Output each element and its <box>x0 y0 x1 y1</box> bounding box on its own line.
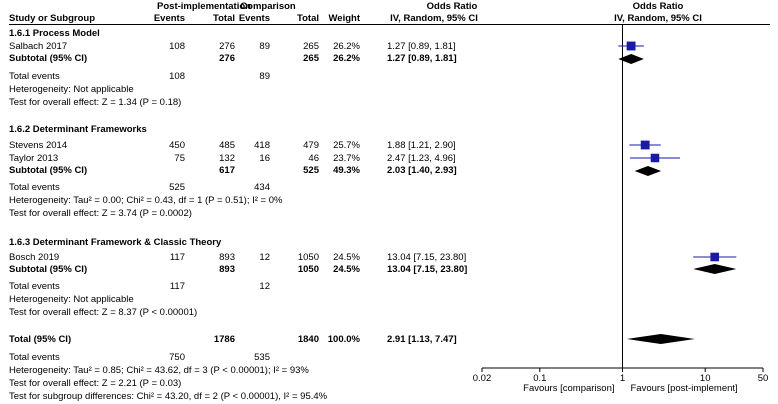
total-events-label: Total events <box>9 281 60 292</box>
study-name: Salbach 2017 <box>9 41 68 52</box>
total1-header: Total <box>213 13 235 24</box>
heterogeneity-text: Heterogeneity: Tau² = 0.85; Chi² = 43.62, df = 3 (P < 0.00001); I² = 93% <box>9 365 309 376</box>
or-ci-cell: 13.04 [7.15, 23.80] <box>387 252 467 263</box>
group2-header: Comparison <box>240 1 296 12</box>
subtotal-label: Subtotal (95% CI) <box>9 264 88 275</box>
x-tick-label: 0.1 <box>533 373 547 384</box>
study-marker <box>627 42 636 51</box>
total2-cell: 1050 <box>297 252 319 263</box>
subgroup-difference-text: Test for subgroup differences: Chi² = 43.20, df = 2 (P < 0.00001), I² = 95.4% <box>9 391 328 402</box>
overall-effect-text: Test for overall effect: Z = 2.21 (P = 0.03) <box>9 378 182 389</box>
subtotal-total1: 276 <box>219 53 235 64</box>
events2-header: Events <box>238 13 270 24</box>
or-ci-cell: 1.27 [0.89, 1.81] <box>387 41 456 52</box>
favours-right-label: Favours [post-implement] <box>630 383 738 394</box>
subtotal-total1: 893 <box>219 264 235 275</box>
overall-total-label: Total (95% CI) <box>9 334 72 345</box>
total2-header: Total <box>297 13 319 24</box>
heterogeneity-text: Heterogeneity: Not applicable <box>9 294 134 305</box>
total2-cell: 265 <box>303 41 319 52</box>
total-events2: 89 <box>259 71 270 82</box>
or-method-header: IV, Random, 95% CI <box>390 13 478 24</box>
overall-total1: 1786 <box>213 334 235 345</box>
subtotal-label: Subtotal (95% CI) <box>9 165 88 176</box>
events1-cell: 75 <box>174 153 185 164</box>
group1-header: Post-implementation <box>157 1 251 12</box>
subtotal-total2: 265 <box>303 53 319 64</box>
weight-cell: 24.5% <box>333 252 360 263</box>
subtotal-weight: 24.5% <box>333 264 360 275</box>
favours-left-label: Favours [comparison] <box>523 383 615 394</box>
study-marker <box>710 253 719 262</box>
total1-cell: 132 <box>219 153 235 164</box>
study-marker <box>641 141 650 150</box>
total-events2: 535 <box>254 352 270 363</box>
study-name: Taylor 2013 <box>9 153 59 164</box>
weight-header: Weight <box>328 13 360 24</box>
subtotal-diamond <box>635 166 662 176</box>
study-marker <box>651 154 660 163</box>
total1-cell: 893 <box>219 252 235 263</box>
events2-cell: 16 <box>259 153 270 164</box>
subtotal-label: Subtotal (95% CI) <box>9 53 88 64</box>
total-events-label: Total events <box>9 182 60 193</box>
or-header: Odds Ratio <box>426 1 478 12</box>
subtotal-total1: 617 <box>219 165 235 176</box>
total-events1: 750 <box>169 352 185 363</box>
events2-cell: 12 <box>259 252 270 263</box>
plot-or-method-header: IV, Random, 95% CI <box>614 13 702 24</box>
subtotal-diamond <box>693 264 736 274</box>
heterogeneity-text: Heterogeneity: Not applicable <box>9 84 134 95</box>
subtotal-weight: 26.2% <box>333 53 360 64</box>
x-tick-label: 0.02 <box>472 373 492 384</box>
overall-effect-text: Test for overall effect: Z = 8.37 (P < 0.00001) <box>9 307 198 318</box>
study-name: Stevens 2014 <box>9 140 68 151</box>
overall-diamond <box>627 334 695 344</box>
total2-cell: 46 <box>308 153 319 164</box>
or-ci-cell: 2.47 [1.23, 4.96] <box>387 153 456 164</box>
weight-cell: 25.7% <box>333 140 360 151</box>
study-column-header: Study or Subgroup <box>9 13 96 24</box>
x-tick-label: 50 <box>757 373 769 384</box>
weight-cell: 23.7% <box>333 153 360 164</box>
events1-cell: 117 <box>169 252 185 263</box>
total-events1: 525 <box>169 182 185 193</box>
x-tick-label: 1 <box>619 373 626 384</box>
group-title: 1.6.2 Determinant Frameworks <box>9 124 147 135</box>
overall-total2: 1840 <box>297 334 319 345</box>
events1-header: Events <box>153 13 185 24</box>
heterogeneity-text: Heterogeneity: Tau² = 0.00; Chi² = 0.43, df = 1 (P = 0.51); I² = 0% <box>9 195 283 206</box>
total-events-label: Total events <box>9 71 60 82</box>
weight-cell: 26.2% <box>333 41 360 52</box>
subtotal-total2: 525 <box>303 165 319 176</box>
overall-effect-text: Test for overall effect: Z = 3.74 (P = 0.0002) <box>9 208 192 219</box>
plot-or-header: Odds Ratio <box>632 1 684 12</box>
total1-cell: 276 <box>219 41 235 52</box>
total-events1: 108 <box>169 71 185 82</box>
events2-cell: 89 <box>259 41 270 52</box>
total-events-label: Total events <box>9 352 60 363</box>
total-events1: 117 <box>169 281 185 292</box>
subtotal-total2: 1050 <box>297 264 319 275</box>
or-ci-cell: 1.88 [1.21, 2.90] <box>387 140 456 151</box>
total-events2: 434 <box>254 182 270 193</box>
subtotal-ci: 2.03 [1.40, 2.93] <box>387 165 457 176</box>
overall-ci: 2.91 [1.13, 7.47] <box>387 334 457 345</box>
total2-cell: 479 <box>303 140 319 151</box>
x-tick-label: 10 <box>699 373 711 384</box>
subtotal-ci: 1.27 [0.89, 1.81] <box>387 53 457 64</box>
study-name: Bosch 2019 <box>9 252 60 263</box>
events2-cell: 418 <box>254 140 270 151</box>
total1-cell: 485 <box>219 140 235 151</box>
group-title: 1.6.3 Determinant Framework & Classic Theory <box>9 237 222 248</box>
overall-effect-text: Test for overall effect: Z = 1.34 (P = 0.18) <box>9 97 182 108</box>
events1-cell: 450 <box>169 140 185 151</box>
total-events2: 12 <box>259 281 270 292</box>
subtotal-weight: 49.3% <box>333 165 360 176</box>
subtotal-ci: 13.04 [7.15, 23.80] <box>387 264 468 275</box>
overall-weight: 100.0% <box>327 334 360 345</box>
group-title: 1.6.1 Process Model <box>9 28 100 39</box>
events1-cell: 108 <box>169 41 185 52</box>
